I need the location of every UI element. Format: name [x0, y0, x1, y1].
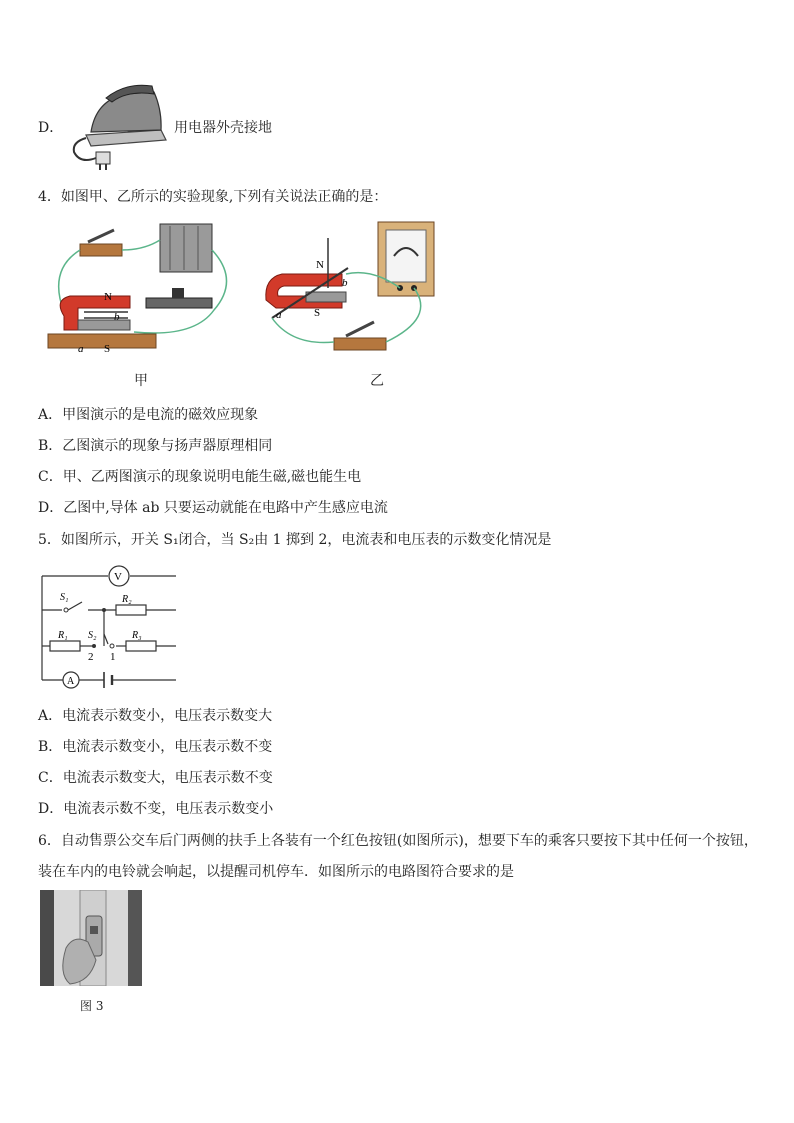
label-pos2: 2 [88, 651, 94, 663]
label-N2: N [316, 259, 324, 271]
voltmeter-label: V [114, 571, 122, 583]
q5-circuit-diagram [36, 562, 176, 694]
label-pos1: 1 [110, 651, 116, 663]
q5-option-a: A．电流表示数变小，电压表示数变大 [38, 708, 273, 724]
caption-yi: 乙 [370, 373, 384, 389]
caption-jia: 甲 [134, 373, 148, 389]
q3-option-d-text: 用电器外壳接地 [174, 120, 272, 136]
q5-option-c: C．电流表示数变大，电压表示数不变 [38, 770, 273, 786]
label-S1: S₁ [60, 592, 69, 603]
iron-image [66, 80, 176, 172]
q4-stem: 4．如图甲、乙所示的实验现象,下列有关说法正确的是： [38, 189, 388, 205]
q3-option-d [38, 118, 63, 138]
q5-option-b: B．电流表示数变小，电压表示数不变 [38, 739, 273, 755]
bus-button-photo [40, 890, 142, 986]
ammeter-label: A [67, 676, 75, 687]
label-R2: R₂ [122, 594, 132, 605]
label-S1: S [104, 343, 111, 355]
label-R1: R₁ [58, 630, 68, 641]
label-S2: S₂ [88, 630, 97, 641]
label-b2: b [342, 277, 348, 289]
label-R3: R₃ [132, 630, 142, 641]
label-b1: b [114, 311, 120, 323]
q6-stem-line1: 6．自动售票公交车后门两侧的扶手上各装有一个红色按钮(如图所示)，想要下车的乘客只要按下其中任何一个按钮， [38, 833, 758, 849]
q4-option-b: B．乙图演示的现象与扬声器原理相同 [38, 438, 273, 454]
label-S2: S [314, 307, 321, 319]
figure-jia [44, 220, 244, 360]
q4-option-a: A．甲图演示的是电流的磁效应现象 [38, 407, 259, 423]
label-N1: N [104, 291, 112, 303]
option-letter: D． [38, 120, 64, 136]
label-a2: a [276, 309, 282, 321]
q5-option-d: D．电流表示数不变，电压表示数变小 [38, 801, 274, 817]
q4-option-d: D．乙图中,导体 ab 只要运动就能在电路中产生感应电流 [38, 500, 388, 516]
figure-yi [262, 218, 442, 354]
q6-stem-line2: 装在车内的电铃就会响起，以提醒司机停车．如图所示的电路图符合要求的是 [38, 864, 514, 880]
label-a1: a [78, 343, 84, 355]
q5-stem: 5．如图所示，开关 S₁闭合，当 S₂由 1 掷到 2，电流表和电压表的示数变化情况是 [38, 532, 552, 548]
photo-caption: 图 3 [80, 999, 104, 1013]
q4-option-c: C．甲、乙两图演示的现象说明电能生磁,磁也能生电 [38, 469, 362, 485]
